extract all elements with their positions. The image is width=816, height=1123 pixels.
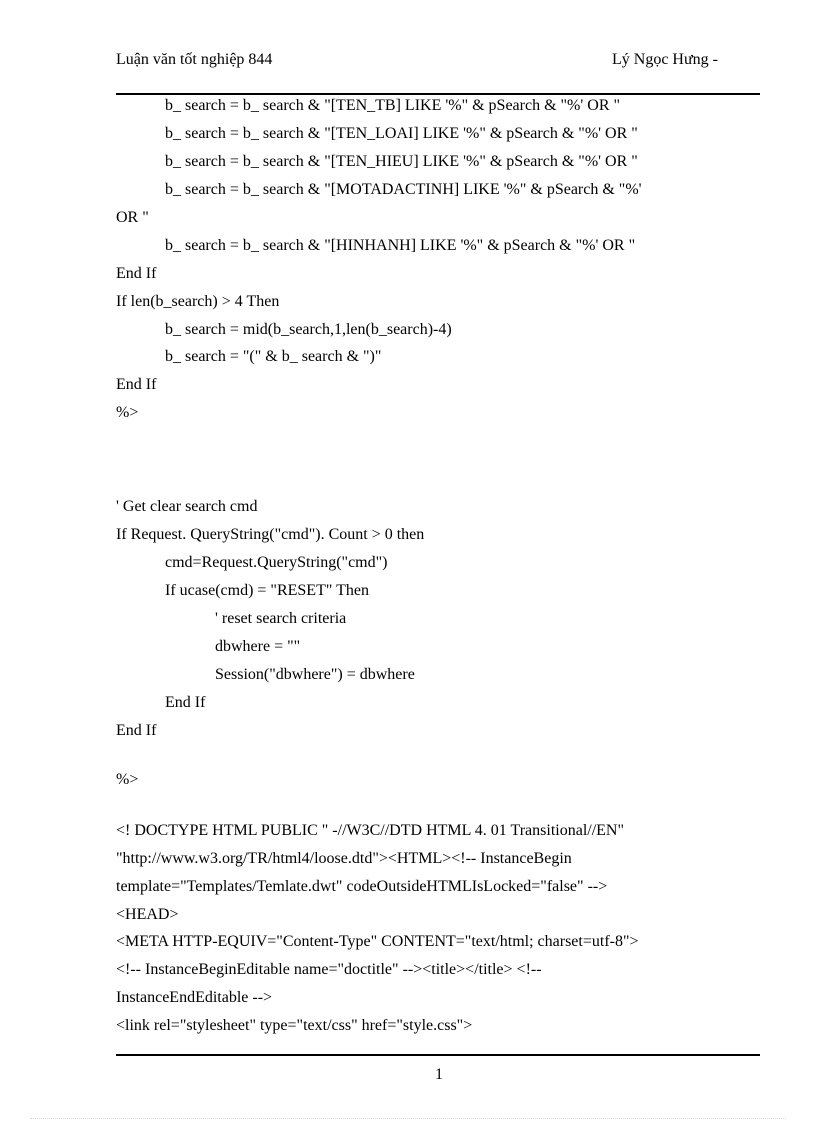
code-line: If ucase(cmd) = "RESET" Then [165,582,369,599]
page-edge-divider [30,1118,786,1119]
code-line: <META HTTP-EQUIV="Content-Type" CONTENT="text/html; charset=utf-8"> [116,933,639,950]
code-line: b_ search = b_ search & "[HINHANH] LIKE '%" & pSearch & "%' OR " [165,237,636,254]
page-number: 1 [435,1066,443,1083]
code-line: cmd=Request.QueryString("cmd") [165,554,388,571]
code-line: <!-- InstanceBeginEditable name="doctitle" --><title></title> <!-- [116,961,542,978]
code-line: If len(b_search) > 4 Then [116,293,280,310]
code-line: End If [116,722,157,739]
code-line: b_ search = b_ search & "[TEN_LOAI] LIKE '%" & pSearch & "%' OR " [165,125,638,142]
header-author: Lý Ngọc Hưng - [612,51,718,68]
footer-rule [116,1054,760,1056]
code-line: "http://www.w3.org/TR/html4/loose.dtd"><HTML><!-- InstanceBegin [116,850,572,867]
code-line: template="Templates/Temlate.dwt" codeOutsideHTMLIsLocked="false" --> [116,878,608,895]
code-line: End If [116,265,157,282]
code-line: <! DOCTYPE HTML PUBLIC " -//W3C//DTD HTML 4. 01 Transitional//EN" [116,822,625,839]
code-line: b_ search = b_ search & "[TEN_HIEU] LIKE '%" & pSearch & "%' OR " [165,153,638,170]
code-line: b_ search = mid(b_search,1,len(b_search)-4) [165,321,452,338]
code-line: If Request. QueryString("cmd"). Count > 0 then [116,526,425,543]
code-line: End If [165,694,206,711]
code-line: ' Get clear search cmd [116,498,258,515]
code-line: b_ search = "(" & b_ search & ")" [165,348,382,365]
code-line: %> [116,404,139,421]
code-line: dbwhere = "" [215,638,301,655]
code-line: InstanceEndEditable --> [116,989,273,1006]
code-line: <HEAD> [116,906,179,923]
code-line: b_ search = b_ search & "[TEN_TB] LIKE '%" & pSearch & "%' OR " [165,97,621,114]
code-line: OR " [116,209,149,226]
code-line: ' reset search criteria [215,610,347,627]
code-line: %> [116,771,139,788]
code-line: b_ search = b_ search & "[MOTADACTINH] LIKE '%" & pSearch & "%' [165,181,642,198]
code-line: <link rel="stylesheet" type="text/css" href="style.css"> [116,1017,473,1034]
code-line: End If [116,376,157,393]
code-line: Session("dbwhere") = dbwhere [215,666,415,683]
header-thesis-title: Luận văn tốt nghiệp 844 [116,51,273,68]
header-rule [116,93,760,95]
